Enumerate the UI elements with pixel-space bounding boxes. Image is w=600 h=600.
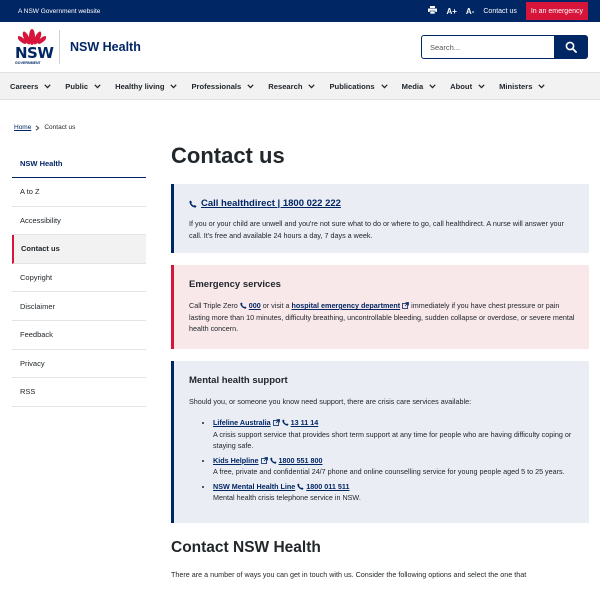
sidebar-item-rss[interactable]: RSS	[12, 378, 146, 407]
sidebar-item-disclaimer[interactable]: Disclaimer	[12, 292, 146, 321]
nav-publications[interactable]	[329, 82, 387, 91]
search-form	[421, 35, 588, 59]
nav-media[interactable]	[402, 82, 437, 91]
emergency-text-part: or visit a	[262, 301, 290, 310]
mental-health-line-phone-link[interactable]: 1800 011 511	[306, 481, 350, 491]
nav-label: Ministers	[499, 81, 533, 91]
callout-accent-bar	[171, 184, 174, 253]
list-item	[213, 481, 575, 504]
main-navigation	[0, 72, 600, 100]
triple-zero-link[interactable]: 000	[248, 301, 261, 310]
emergency-heading: Emergency services	[189, 279, 281, 290]
kids-helpline-link[interactable]: Kids Helpline	[213, 455, 259, 465]
site-header	[0, 22, 600, 72]
logo-subtext: GOVERNMENT	[15, 61, 41, 65]
page-title: Contact us	[171, 143, 285, 168]
healthdirect-link-text: Call healthdirect | 1800 022 222	[201, 198, 341, 209]
emergency-button[interactable]: In an emergency	[526, 2, 588, 20]
kids-helpline-phone-link[interactable]: 1800 551 800	[278, 455, 323, 465]
phone-icon	[270, 457, 277, 464]
phone-icon	[189, 200, 197, 208]
external-link-icon	[261, 457, 268, 464]
healthdirect-callout	[171, 184, 589, 253]
hospital-emergency-link[interactable]: hospital emergency department	[291, 301, 401, 310]
breadcrumb-current: Contact us	[44, 124, 76, 131]
sidebar-item-feedback[interactable]: Feedback	[12, 321, 146, 350]
chevron-down-icon	[308, 84, 315, 89]
nav-label: Public	[65, 81, 89, 91]
decrease-text-button[interactable]: A-	[465, 6, 475, 16]
contact-us-link[interactable]: Contact us	[483, 7, 517, 15]
nav-label: Professionals	[191, 81, 242, 91]
nav-healthy-living[interactable]	[115, 82, 177, 91]
emergency-text-part: immediately if you have chest pressure or pain lasting more than 10 minutes, difficulty breathing, uncontrollable bleeding, sudden collapse or overdose, or severe mental health concern.	[189, 301, 575, 333]
sidebar-item-a-to-z[interactable]: A to Z	[12, 178, 146, 207]
sidebar-item-accessibility[interactable]: Accessibility	[12, 207, 146, 236]
healthdirect-text: If you or your child are unwell and you're not sure what to do or where to go, call healthdirect. A nurse will answer your call. It's free and available 24 hours a day, 7 days a week.	[189, 219, 564, 240]
mental-health-line-description: Mental health crisis telephone service in NSW.	[213, 493, 361, 502]
emergency-text	[189, 300, 575, 335]
chevron-right-icon	[35, 125, 40, 131]
list-item	[213, 417, 575, 452]
mental-health-intro: Should you, or someone you know need support, there are crisis care services available:	[189, 396, 472, 406]
nav-about[interactable]	[450, 82, 485, 91]
search-button[interactable]	[554, 35, 588, 59]
contact-nsw-health-heading: Contact NSW Health	[171, 538, 321, 556]
lifeline-link[interactable]: Lifeline Australia	[213, 418, 271, 427]
crisis-services-list	[213, 417, 575, 504]
chevron-down-icon	[94, 84, 101, 89]
chevron-down-icon	[381, 84, 388, 89]
site-name[interactable]: NSW Health	[70, 40, 141, 54]
gov-label: A NSW Government website	[18, 7, 101, 15]
nav-label: Research	[268, 81, 303, 91]
phone-icon	[282, 419, 289, 426]
logo-text: NSW	[15, 44, 54, 62]
breadcrumb-home[interactable]: Home	[14, 124, 32, 131]
external-link-icon	[402, 302, 409, 309]
nav-research[interactable]	[268, 82, 315, 91]
nav-public[interactable]	[65, 82, 101, 91]
chevron-down-icon	[247, 84, 254, 89]
sidebar-heading[interactable]: NSW Health	[12, 149, 146, 178]
nav-label: Careers	[10, 81, 39, 91]
increase-text-button[interactable]: A+	[446, 6, 457, 16]
healthdirect-link[interactable]	[189, 198, 575, 209]
nav-label: Healthy living	[115, 81, 165, 91]
nav-label: Media	[401, 81, 424, 91]
mental-health-callout	[171, 361, 589, 523]
nav-ministers[interactable]	[499, 82, 545, 91]
lifeline-description: A crisis support service that provides short term support at any time for people who are having difficulty coping or staying safe.	[213, 429, 572, 450]
lifeline-phone-link[interactable]: 13 11 14	[290, 418, 319, 427]
government-banner	[0, 0, 600, 22]
phone-icon	[240, 302, 247, 309]
external-link-icon	[273, 419, 280, 426]
nav-professionals[interactable]	[191, 82, 254, 91]
nsw-government-logo[interactable]	[14, 27, 54, 67]
nav-careers[interactable]	[10, 82, 51, 91]
mental-health-heading: Mental health support	[189, 374, 288, 386]
mental-health-line-link[interactable]: NSW Mental Health Line	[213, 481, 296, 491]
nav-label: About	[450, 81, 473, 91]
emergency-callout	[171, 265, 589, 349]
main-content	[171, 140, 589, 580]
search-icon	[565, 41, 577, 53]
chevron-down-icon	[478, 84, 485, 89]
list-item	[213, 455, 575, 478]
sidebar-item-copyright[interactable]: Copyright	[12, 264, 146, 293]
utility-tools	[428, 0, 588, 22]
chevron-down-icon	[429, 84, 436, 89]
nav-label: Publications	[329, 81, 375, 91]
callout-accent-bar	[171, 265, 174, 349]
sidebar-nav	[12, 149, 146, 407]
sidebar-item-contact-us[interactable]: Contact us	[12, 235, 146, 264]
kids-helpline-description: A free, private and confidential 24/7 phone and online counselling service for young people aged 5 to 25 years.	[213, 467, 565, 476]
header-divider	[59, 30, 60, 64]
callout-accent-bar	[171, 361, 174, 523]
phone-icon	[297, 483, 304, 490]
contact-intro-text: There are a number of ways you can get in touch with us. Consider the following options and select the one that	[171, 569, 527, 579]
printer-icon[interactable]	[428, 6, 437, 16]
search-input[interactable]	[421, 35, 554, 59]
chevron-down-icon	[44, 84, 51, 89]
sidebar-item-privacy[interactable]: Privacy	[12, 350, 146, 379]
breadcrumb	[14, 124, 75, 131]
chevron-down-icon	[538, 84, 545, 89]
chevron-down-icon	[170, 84, 177, 89]
emergency-text-part: Call Triple Zero	[189, 301, 238, 310]
